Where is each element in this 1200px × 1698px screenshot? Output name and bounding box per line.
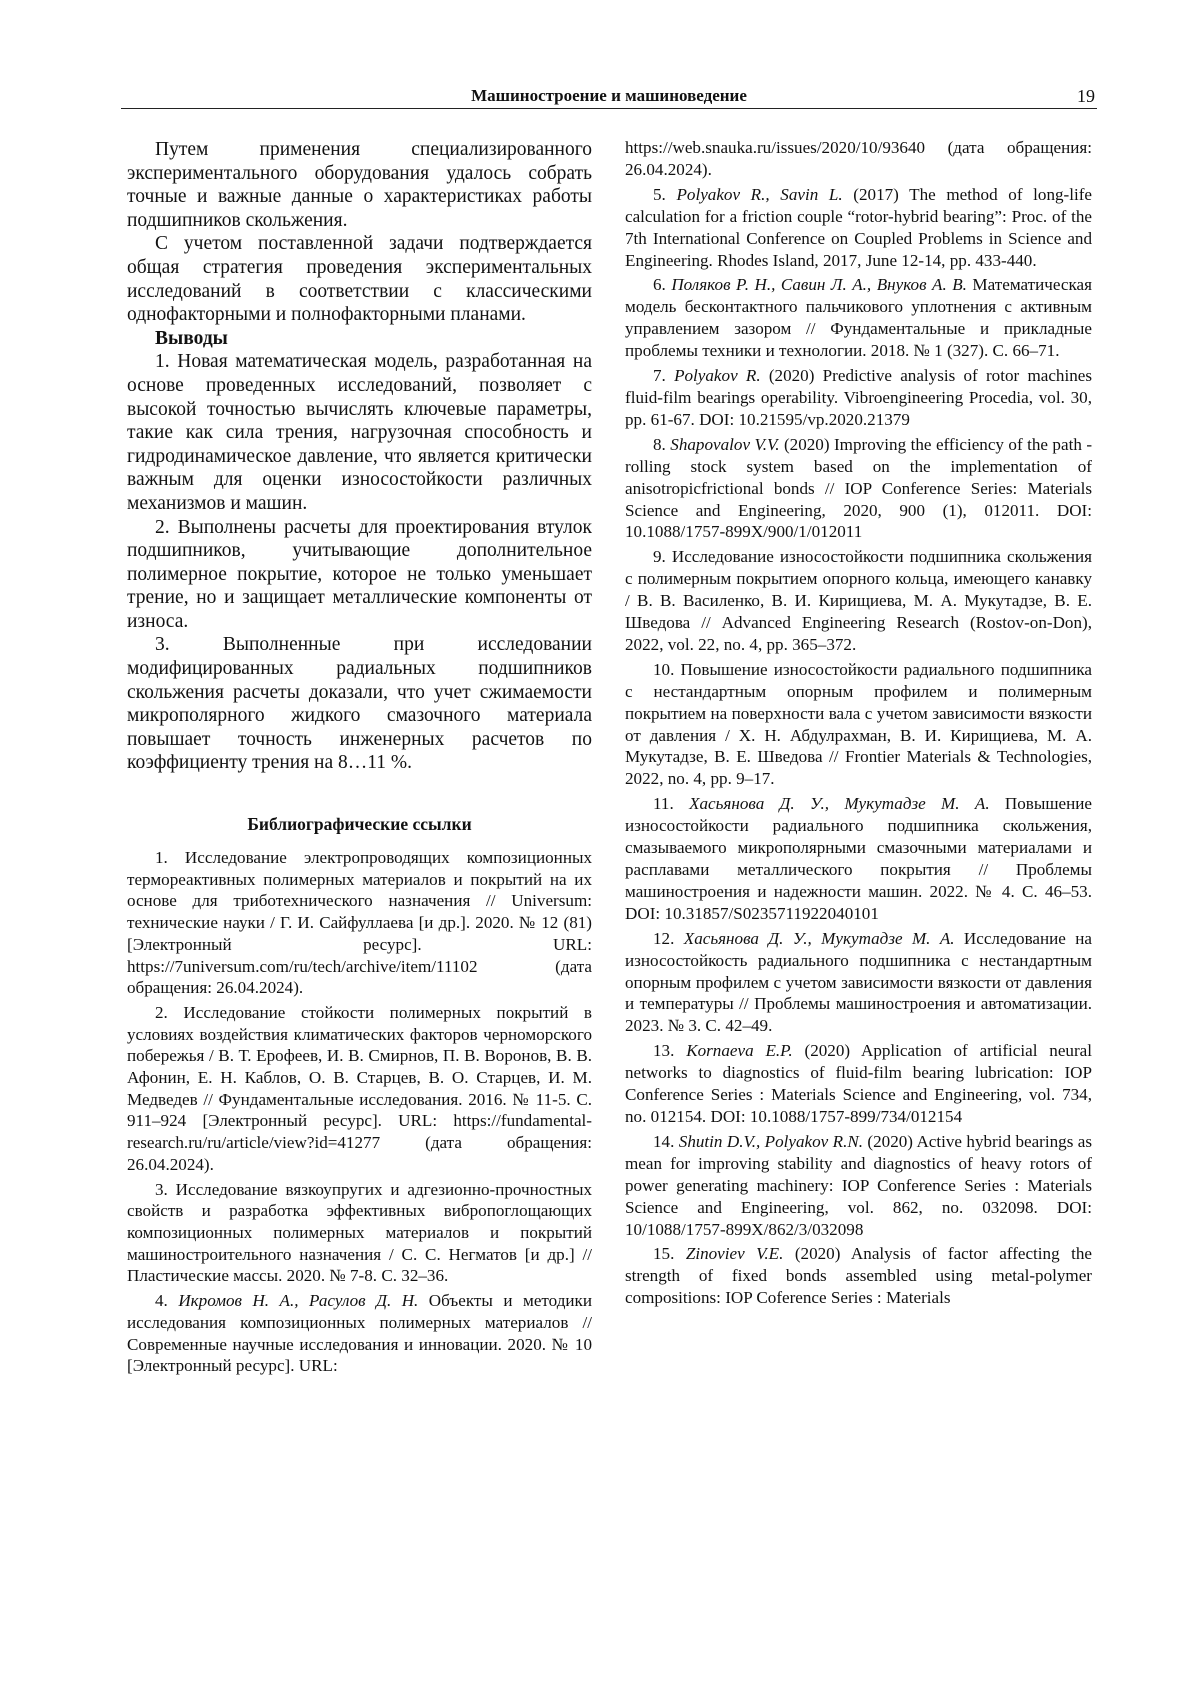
body-paragraph: Путем применения специализированного экспериментального оборудования удалось собрать точные и важные данные о характеристиках работы подшипников скольжения. [127, 139, 592, 231]
reference-text: 9. Исследование износостойкости подшипника скольжения с полимерным покрытием опорного кольца, имеющего канавку / В. В. Василенко, В. И. Кирищиева, М. А. Мукутадзе, В. Е. Шведова // Advanced Engineering Research (Rostov-on-Don), 2022, vol. 22, no. 4, pp. 365–372. [625, 547, 1092, 654]
reference-item [625, 546, 1092, 656]
reference-authors: Хасьянова Д. У., Мукутадзе М. А. [683, 928, 955, 948]
reference-text: 1. Исследование электропроводящих композиционных термореактивных полимерных материалов и покрытий на их основе для триботехнического назначения // Universum: технические науки / Г. И. Сайфуллаева [и др.]. 2020. № 12 (81) [Электронный ресурс]. URL: https://7universum.com/ru/tech/archive/item/11102 (дата обращения: 26.04.2024). [127, 848, 592, 998]
reference-text: Объекты и методики исследования композиционных полимерных материалов // Современные научные исследования и инновации. 2020. № 10 [Электронный ресурс]. URL: [127, 1291, 593, 1376]
reference-text: (2020) Active hybrid bearings as mean for improving stability and diagnostics of heavy rotors of power generating machinery: IOP Conference Series : Materials Science and Engineering, vol. 862, no. 032098. DOI: 10/1088/1757-899X/862/3/032098 [625, 1131, 1092, 1239]
left-column [127, 138, 592, 1380]
running-header [121, 86, 1097, 109]
reference-text: Повышение износостойкости радиального подшипника скольжения, смазываемого микрополярными смазочными материалами и расплавами металлического покрытия // Проблемы машиностроения и надежности машин. 2022. № 4. С. 46–53. DOI: 10.31857/S0235711922040101 [625, 794, 1092, 923]
reference-number: 6. [653, 275, 672, 295]
reference-item [625, 793, 1092, 924]
reference-number: 14. [653, 1131, 679, 1151]
conclusions-heading: Выводы [155, 327, 228, 349]
reference-text: (2020) Application of artificial neural networks to diagnostics of fluid-film bearing lubrication: IOP Conference Series : Materials Science and Engineering, vol. 734, no. 012154. DOI: 10.1088/1757-899/734/012154 [625, 1041, 1093, 1126]
reference-text: (2020) Improving the efficiency of the path - rolling stock system based on the implementation of anisotropicfrictional bonds // IOP Conference Series: Materials Science and Engineering, 2020, 900 (1), 012011. DOI: 10.1088/1757-899X/900/1/012011 [625, 434, 1093, 542]
reference-text: 3. Исследование вязкоупругих и адгезионно-прочностных свойств и разработка эффективных вибропоглощающих композиционных полимерных материалов и покрытий машиностроительного назначения / С. С. Негматов [и др.] // Пластические массы. 2020. № 7-8. С. 32–36. [127, 1179, 592, 1286]
reference-text: (2017) The method of long-life calculation for a friction couple “rotor-hybrid bearing”: Proc. of the 7th International Conference on Coupled Problems in Science and Engineering. Rhodes Island, 2017, June 12-14, pp. 433-440. [625, 184, 1093, 270]
reference-text: (2020) Analysis of factor affecting the strength of fixed bonds assembled using metal-polymer compositions: IOP Coference Series : Materials [625, 1244, 1092, 1308]
reference-authors: Polyakov R. [674, 366, 761, 386]
reference-item [625, 928, 1092, 1038]
reference-item [127, 1002, 592, 1176]
reference-item [625, 184, 1092, 272]
bibliography-heading: Библиографические ссылки [247, 814, 472, 835]
reference-number: 11. [653, 794, 690, 814]
page-number: 19 [1077, 86, 1095, 106]
reference-authors: Polyakov R., Savin L. [676, 184, 843, 204]
reference-continuation: https://web.snauka.ru/issues/2020/10/93640 (дата обращения: 26.04.2024). [625, 138, 1092, 179]
reference-authors: Хасьянова Д. У., Мукутадзе М. А. [689, 794, 990, 814]
conclusion-item: 3. Выполненные при исследовании модифицированных радиальных подшипников скольжения расчеты доказали, что учет сжимаемости микрополярного жидкого смазочного материала повышает точность инженерных расчетов по коэффициенту трения на 8…11 %. [127, 634, 592, 774]
reference-text: 10. Повышение износостойкости радиального подшипника с нестандартным опорным профилем и полимерным покрытием на поверхности вала с учетом зависимости вязкости от давления / Х. Н. Абдулрахман, В. И. Кирищиева, М. А. Мукутадзе, В. Е. Шведова // Frontier Materials & Technologies, 2022, no. 4, pp. 9–17. [625, 659, 1092, 789]
reference-authors: Shutin D.V., Polyakov R.N. [678, 1131, 864, 1151]
reference-number: 5. [653, 184, 677, 204]
reference-number: 7. [653, 366, 675, 386]
reference-item [127, 1290, 592, 1377]
reference-number: 15. [653, 1244, 686, 1264]
reference-item [625, 365, 1092, 431]
reference-text: Исследование на износостойкость радиального подшипника с нестандартным опорным профилем с учетом зависимости вязкости от давления и температуры // Проблемы машиностроения и автоматизации. 2023. № 3. С. 42–49. [625, 928, 1092, 1036]
reference-number: 8. [653, 434, 671, 454]
reference-number: 13. [653, 1041, 687, 1061]
reference-item [625, 434, 1092, 544]
reference-item [625, 1040, 1092, 1128]
reference-authors: Zinoviev V.E. [685, 1244, 784, 1264]
reference-item [625, 1131, 1092, 1241]
reference-item [127, 847, 592, 999]
reference-item [625, 659, 1092, 790]
reference-item [127, 1179, 592, 1288]
conclusion-item: 1. Новая математическая модель, разработанная на основе проведенных исследований, позволяет с высокой точностью вычислять ключевые параметры, такие как сила трения, нагрузочная способность и гидродинамическое давление, что является критически важным для оценки износостойкости различных механизмов и машин. [127, 351, 592, 514]
journal-section-title: Машиностроение и машиноведение [471, 86, 747, 105]
reference-text: 2. Исследование стойкости полимерных покрытий в условиях воздействия климатических факторов черноморского побережья / В. Т. Ерофеев, И. В. Смирнов, П. В. Воронов, В. В. Афонин, Е. Н. Каблов, О. В. Старцев, В. О. Старцев, И. М. Медведев // Фундаментальные исследования. 2016. № 11-5. С. 911–924 [Электронный ресурс]. URL: https://fundamental-research.ru/ru/article/view?id=41277 (дата обращения: 26.04.2024). [127, 1002, 592, 1174]
body-paragraph: С учетом поставленной задачи подтверждается общая стратегия проведения экспериментальных исследований в соответствии с классическими однофакторными и полнофакторными планами. [127, 233, 592, 326]
conclusion-item: 2. Выполнены расчеты для проектирования втулок подшипников, учитывающие дополнительное полимерное покрытие, которое не только уменьшает трение, но и защищает металлические компоненты от износа. [127, 516, 592, 632]
reference-authors: Shapovalov V.V. [670, 434, 780, 454]
reference-item [625, 274, 1092, 362]
reference-authors: Kornaeva E.P. [686, 1041, 793, 1061]
reference-authors: Поляков Р. Н., Савин Л. А., Внуков А. В. [671, 275, 967, 295]
reference-text: Математическая модель бесконтактного пальчикового уплотнения с активным управлением зазором // Фундаментальные и прикладные проблемы техники и технологии. 2018. № 1 (327). С. 66–71. [625, 275, 1092, 361]
reference-text: (2020) Predictive analysis of rotor machines fluid-film bearings operability. Vibroengineering Procedia, vol. 30, pp. 61-67. DOI: 10.21595/vp.2020.21379 [625, 366, 1092, 429]
reference-authors: Икромов Н. А., Расулов Д. Н. [178, 1291, 419, 1311]
right-column [625, 137, 1092, 1312]
reference-item [625, 1243, 1092, 1309]
reference-number: 4. [155, 1291, 179, 1311]
reference-number: 12. [653, 928, 684, 948]
